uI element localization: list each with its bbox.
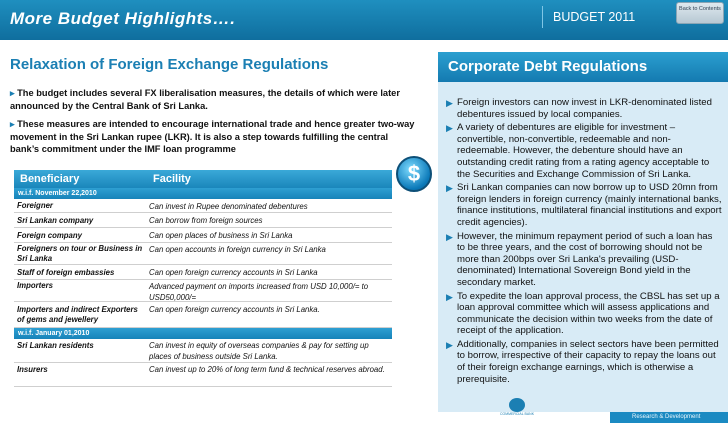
beneficiary-cell: Foreign company [17, 230, 82, 240]
facility-cell: Can invest in equity of overseas companies & pay for setting up places of business outside Sri Lanka. [149, 341, 369, 361]
bank-logo [494, 398, 540, 420]
bullet-arrow-icon: ▶ [446, 291, 453, 302]
intro-text-2: These measures are intended to encourage international trade and hence greater two-way movement in the Sri Lankan rupee (LKR). It is also a step towards fulfilling the central bank’s commitment under the IMF loan programme [10, 119, 415, 154]
table-row [14, 339, 392, 363]
beneficiary-cell: Foreigners on tour or Business in Sri Lanka [17, 244, 143, 263]
facility-cell: Can open accounts in foreign currency in Sri Lanka [149, 245, 326, 254]
facility-cell: Advanced payment on imports increased from USD 10,000/= to USD50,000/= [149, 282, 369, 302]
budget-label: BUDGET 2011 [542, 6, 662, 28]
corporate-debt-list [444, 97, 722, 387]
bank-logo-name: COMMERCIAL BANK [499, 412, 535, 416]
date-band-jan-2010: w.i.f. January 01,2010 [14, 328, 392, 339]
beneficiary-cell: Staff of foreign embassies [17, 267, 115, 277]
beneficiary-cell: Importers and indirect Exporters of gems and jewellery [17, 305, 138, 324]
bank-logo-icon [509, 398, 525, 412]
bullet-arrow-icon: ▶ [446, 231, 453, 242]
facility-cell: Can borrow from foreign sources [149, 216, 263, 225]
beneficiary-cell: Sri Lankan residents [17, 341, 94, 350]
page-title: More Budget Highlights…. [10, 9, 236, 28]
table-row [14, 265, 392, 280]
beneficiary-cell: Insurers [17, 365, 48, 374]
bullet-text: Additionally, companies in select sectors have been permitted to borrow, irrespective of their capacity to repay the loans out of their foreign exchange earnings, which is otherwise a prerequisite. [457, 338, 719, 385]
footer-bar: Research & Development [610, 412, 728, 423]
facility-cell: Can invest up to 20% of long term fund & technical reserves abroad. [149, 365, 385, 374]
table-row [14, 228, 392, 243]
table-header [14, 170, 392, 188]
facility-cell: Can open foreign currency accounts in Sri Lanka. [149, 305, 320, 314]
corporate-debt-bullet [444, 182, 722, 228]
bullet-text: However, the minimum repayment period of such a loan has to be three years, and the cost of borrowing should not be more than 200bps over Sri Lanka's prevailing (USD-denominated) International Sovereign Bond yield in the secondary market. [457, 230, 713, 288]
intro-text-1: The budget includes several FX liberalisation measures, the details of which were later announced by the Central Bank of Sri Lanka. [10, 88, 400, 111]
corporate-debt-heading: Corporate Debt Regulations [438, 52, 728, 82]
table-row [14, 199, 392, 213]
date-band-nov-2010: w.i.f. November 22,2010 [14, 188, 392, 199]
corporate-debt-bullet [444, 97, 722, 120]
back-to-contents-button[interactable]: Back to Contents [676, 2, 724, 24]
header-divider [0, 40, 728, 52]
corporate-debt-bullet [444, 231, 722, 289]
facility-cell: Can open foreign currency accounts in Sri Lanka [149, 268, 318, 277]
table-row [14, 243, 392, 265]
bullet-arrow-icon: ▶ [446, 123, 453, 134]
facility-cell: Can open places of business in Sri Lanka [149, 231, 293, 240]
column-header-facility: Facility [153, 173, 191, 185]
bullet-arrow-icon: ▶ [446, 98, 453, 108]
header-bar [0, 0, 728, 40]
bullet-text: To expedite the loan approval process, the CBSL has set up a loan approval committee which will assess applications and communicate the decision within two weeks from the date of receipt of the application. [457, 290, 720, 337]
fx-regulations-heading: Relaxation of Foreign Exchange Regulations [10, 56, 329, 73]
bullet-text: Foreign investors can now invest in LKR-denominated listed debentures issued by local companies. [457, 97, 712, 120]
bullet-arrow-icon: ▶ [446, 183, 453, 194]
table-body-1 [14, 199, 392, 328]
bullet-text: Sri Lankan companies can now borrow up to USD 20mn from foreign lenders in foreign currency (mainly international banks, finance institutions, multilateral financial institutions and export credit agencies). [457, 182, 722, 228]
bullet-arrow-icon: ▸ [10, 119, 15, 129]
beneficiary-cell: Importers [17, 281, 53, 290]
facility-cell: Can invest in Rupee denominated debentures [149, 201, 308, 211]
table-row [14, 280, 392, 302]
fx-table [14, 170, 392, 387]
beneficiary-cell: Foreigner [17, 201, 53, 210]
intro-paragraph-2 [10, 118, 416, 156]
corporate-debt-bullet [444, 122, 722, 180]
bullet-arrow-icon: ▸ [10, 88, 15, 98]
table-row [14, 363, 392, 387]
dollar-coin-icon: $ [396, 156, 432, 192]
column-header-beneficiary: Beneficiary [20, 173, 80, 185]
table-row [14, 302, 392, 328]
corporate-debt-bullet [444, 339, 722, 385]
bullet-text: A variety of debentures are eligible for investment – convertible, non-convertible, redeemable and non-redeemable. However, the debenture should have an outstanding credit rating from a rating agency acceptable to the Securities and Exchange Commission of Sri Lanka. [457, 122, 710, 180]
beneficiary-cell: Sri Lankan company [17, 215, 94, 225]
table-body-2 [14, 339, 392, 387]
bullet-arrow-icon: ▶ [446, 339, 453, 350]
table-row [14, 213, 392, 228]
corporate-debt-bullet [444, 291, 722, 337]
intro-paragraph-1 [10, 87, 416, 112]
